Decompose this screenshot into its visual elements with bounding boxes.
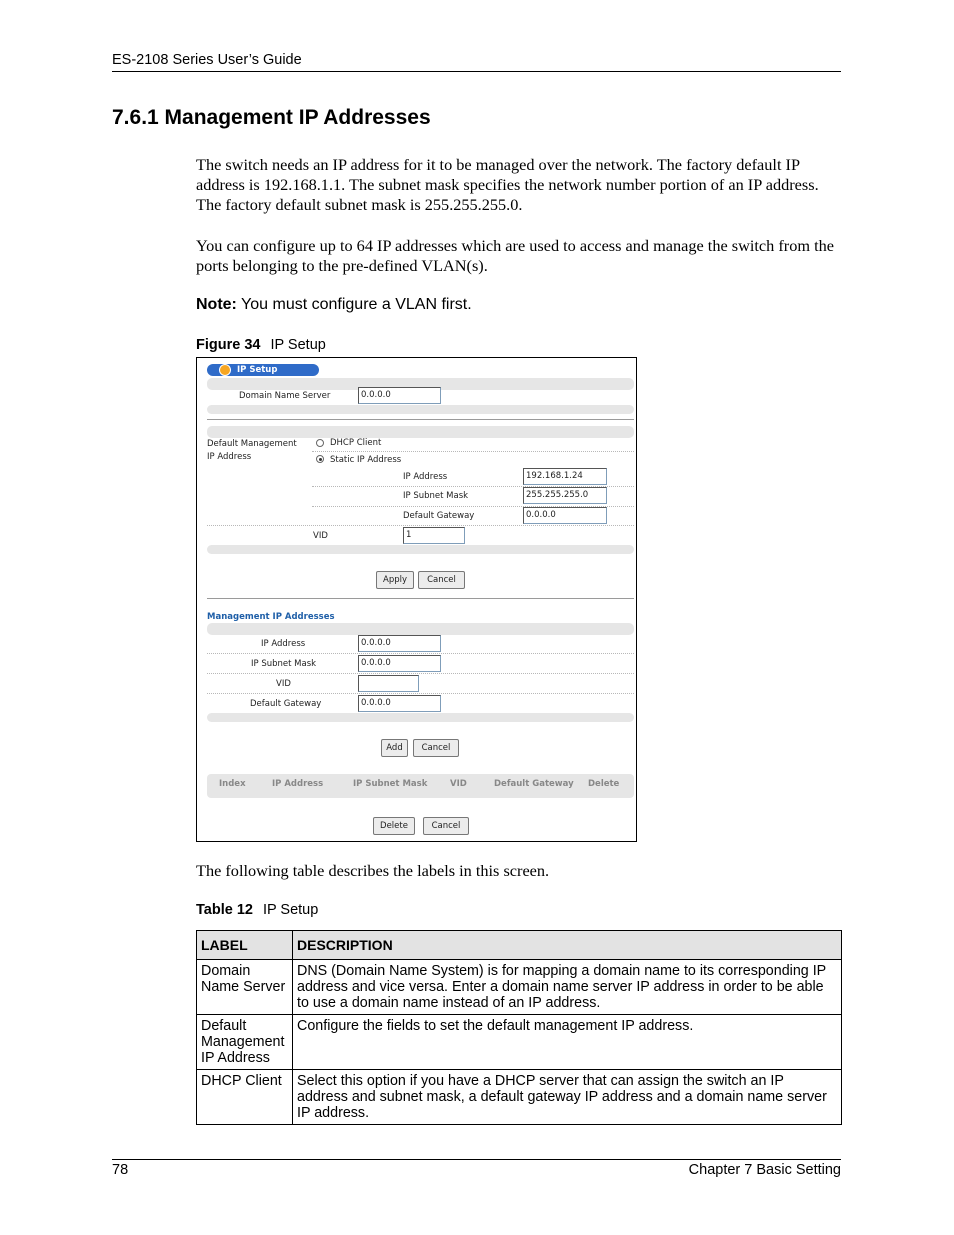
- row-separator: [312, 451, 634, 452]
- page-number: 78: [112, 1162, 129, 1178]
- table-header-row: [197, 931, 842, 960]
- chapter-title: Chapter 7 Basic Setting: [688, 1162, 841, 1178]
- delete-button[interactable]: Delete: [373, 817, 415, 835]
- row-label: Default Management IP Address: [197, 1015, 293, 1070]
- mgmt-vid-input[interactable]: [358, 675, 419, 692]
- list-header-gateway: Default Gateway: [494, 779, 574, 789]
- row-separator: [207, 693, 634, 694]
- band: [207, 623, 634, 635]
- row-separator: [207, 525, 634, 526]
- list-header-ip-address: IP Address: [272, 779, 324, 789]
- row-separator: [207, 673, 634, 674]
- list-header-delete: Delete: [588, 779, 620, 789]
- ip-setup-screenshot: [196, 357, 637, 842]
- mgmt-subnet-label: IP Subnet Mask: [251, 659, 317, 669]
- figure-title: IP Setup: [270, 337, 326, 353]
- default-gateway-input[interactable]: 0.0.0.0: [523, 507, 607, 524]
- footer-rule: [112, 1159, 841, 1160]
- apply-button[interactable]: Apply: [376, 571, 414, 589]
- mgmt-ip-address-input[interactable]: 0.0.0.0: [358, 635, 441, 652]
- note-label: Note:: [196, 296, 237, 313]
- row-description: Configure the fields to set the default management IP address.: [293, 1015, 842, 1070]
- mgmt-gateway-label: Default Gateway: [250, 699, 322, 709]
- dns-input[interactable]: 0.0.0.0: [358, 387, 441, 404]
- band: [207, 713, 634, 722]
- static-ip-radio[interactable]: [316, 455, 324, 463]
- header-rule: [112, 71, 841, 72]
- table-intro: The following table describes the labels in this screen.: [196, 861, 550, 880]
- ip-address-input[interactable]: 192.168.1.24: [523, 468, 607, 485]
- title-bullet-icon: [219, 364, 231, 376]
- ip-subnet-mask-label: IP Subnet Mask: [403, 491, 469, 501]
- divider: [207, 598, 634, 599]
- label-description-table: [196, 930, 842, 1125]
- row-label: Domain Name Server: [197, 960, 293, 1015]
- list-header-vid: VID: [450, 779, 467, 789]
- note-text: You must configure a VLAN first.: [236, 296, 472, 313]
- section-heading: 7.6.1 Management IP Addresses: [112, 106, 431, 129]
- mgmt-gateway-input[interactable]: 0.0.0.0: [358, 695, 441, 712]
- static-ip-label: Static IP Address: [330, 455, 402, 465]
- figure-label: Figure 34: [196, 337, 261, 353]
- row-separator: [207, 653, 634, 654]
- row-label: DHCP Client: [197, 1070, 293, 1125]
- intro-paragraph: The switch needs an IP address for it to be managed over the network. The factory default IP address is 192.168.1.1. The subnet mask specifies the network number portion of an IP address. The factory default subnet mask is 255.255.255.0.: [196, 155, 819, 214]
- table-header-description: DESCRIPTION: [293, 931, 842, 960]
- dhcp-client-radio[interactable]: [316, 439, 324, 447]
- divider: [207, 419, 634, 420]
- screen-title: IP Setup: [237, 365, 278, 375]
- table-title: IP Setup: [262, 902, 319, 918]
- mgmt-ip-address-label: IP Address: [261, 639, 306, 649]
- list-header-subnet: IP Subnet Mask: [353, 779, 428, 789]
- band: [207, 426, 634, 438]
- table-caption: [196, 902, 318, 918]
- band: [207, 545, 634, 554]
- screen-title-tab: [207, 364, 319, 376]
- dns-label: Domain Name Server: [239, 391, 331, 401]
- row-description: DNS (Domain Name System) is for mapping a domain name to its corresponding IP address and vice versa. Enter a domain name server IP address in order to be able to use a domain name instead of an IP address.: [293, 960, 842, 1015]
- mgmt-subnet-input[interactable]: 0.0.0.0: [358, 655, 441, 672]
- figure-caption: [196, 337, 326, 353]
- note: [196, 296, 472, 314]
- table-row: [197, 1015, 842, 1070]
- table-header-label: LABEL: [197, 931, 293, 960]
- table-label: Table 12: [196, 902, 253, 918]
- row-description: Select this option if you have a DHCP server that can assign the switch an IP address and subnet mask, a default gateway IP address and a domain name server IP address.: [293, 1070, 842, 1125]
- cancel-add-button[interactable]: Cancel: [413, 739, 459, 757]
- default-gateway-label: Default Gateway: [403, 511, 475, 521]
- vid-input[interactable]: 1: [403, 527, 465, 544]
- mgmt-section-title: Management IP Addresses: [207, 612, 335, 622]
- ip-subnet-mask-input[interactable]: 255.255.255.0: [523, 487, 607, 504]
- mgmt-vid-label: VID: [276, 679, 291, 689]
- vid-label: VID: [313, 531, 328, 541]
- capacity-paragraph: You can configure up to 64 IP addresses which are used to access and manage the switch from the ports belonging to the pre-defined VLAN(s).: [196, 236, 834, 275]
- ip-address-label: IP Address: [403, 472, 448, 482]
- table-row: [197, 1070, 842, 1125]
- cancel-button[interactable]: Cancel: [418, 571, 465, 589]
- dhcp-client-label: DHCP Client: [330, 438, 382, 448]
- table-row: [197, 960, 842, 1015]
- band: [207, 405, 634, 414]
- running-header: ES-2108 Series User’s Guide: [112, 52, 302, 68]
- default-mgmt-label: Default Management IP Address: [207, 439, 297, 462]
- cancel-delete-button[interactable]: Cancel: [423, 817, 469, 835]
- add-button[interactable]: Add: [381, 739, 408, 757]
- list-header-index: Index: [219, 779, 246, 789]
